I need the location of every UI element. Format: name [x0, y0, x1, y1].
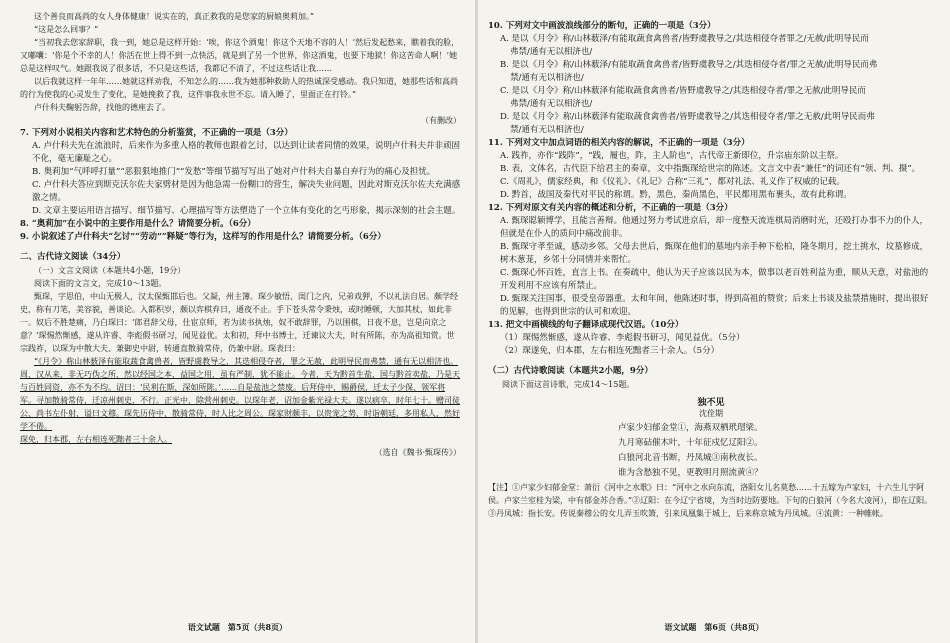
classical-para-3: 琛免，归本郡，左右相连死黜者三十余人。 — [20, 435, 172, 444]
poem-title: 独不见 — [697, 398, 725, 408]
question-7: 7. 下列对小说相关内容和艺术特色的分析鉴赏，不正确的一项是（3分） — [20, 128, 293, 138]
story-para-1: 这个善良而高尚的女人身体健康！说实在的，真正救我的是您家的厨娘奥莉加。” — [34, 12, 315, 21]
story-para-3: “当初我去您家辞职，我一到，她总是这样开始：‘唉，你这个酒鬼！你这个天地不容的人！’然后发起愁来，瞧着我的脸，又嘟囔：‘你是个不幸的人！你活在世上得不到一点快活，就是到了另一个世界，你这酒鬼，也要下地狱！你这苦命人啊！’她总是这样叹气。她跟我说了很多话，不只是这些话，我都记不清了，不过这些话让我…… — [20, 38, 460, 73]
question-10: 10. 下列对文中画波浪线部分的断句，正确的一项是（3分） — [488, 21, 716, 31]
story-para-4: 以后我就这样一年年……她就这样劝我，不知怎么的……我为她那种救助人的热诚深受感动。我只知道，她那些话和高尚的行为使我的心灵发生了变化，是她挽救了我，这件事我永世不忘。请入睡了，里面正在打铃。” — [20, 77, 458, 99]
q10-option-b: B. 是以《月令》称/山林薮泽/有能取蔬食禽兽者/皆野虞教导之/其迭相侵夺者/罪之无赦/此明导民而弗 — [500, 60, 878, 70]
section-heading: 二、古代诗文阅读（34分） — [20, 252, 126, 262]
poem-line-4: 谁为含愁独不见，更教明月照流黄④？ — [618, 468, 763, 478]
q7-option-a: A. 卢什科夫先在流浪时，后来作为多重人格的教师也跟着乞讨，以达到让读者同情的效果，说明卢什科夫并非顽固不化，毫无廉耻之心。 — [32, 141, 461, 164]
q13-item-2: （2）琛遂免，归本郡，左右相连死黜者三十余人。（5分） — [500, 346, 720, 356]
page-footer-right: 语文试题 第6页（共8页） — [664, 622, 764, 632]
page-footer: 语文试题 第5页（共8页） — [187, 622, 288, 632]
q11-option-d: D. 黔首，战国及秦代对平民的称谓。黔，黑色，秦尚黑色，平民都用黑布裹头，故有此称谓。 — [500, 190, 852, 200]
q10-option-d-cont: 禁/通有无以相济也/ — [510, 125, 584, 135]
q10-option-c-cont: 弗禁/通有无以相济也/ — [510, 99, 593, 109]
q10-option-b-cont: 禁/通有无以相济也/ — [510, 73, 584, 83]
q10-option-d: D. 是以《月令》称/山林薮泽有能取蔬食禽兽者/皆野虞教导之/其迭相侵夺者/罪之无赦/此明导民而弗 — [500, 112, 875, 122]
poem-notes: 【注】①卢家少妇郁金堂：萧衍《河中之水歌》曰：“河中之水向东流，洛阳女儿名莫愁……十五嫁为卢家妇，十六生儿字阿侯。卢家兰室桂为梁，中有郁金苏合香。”②辽阳：在今辽宁省境，为当时边防要地。下句的白狼河（今名大凌河），即在辽阳。③丹凤城：指长安。传说秦穆公的女儿弄玉吹箫，引来凤凰集于城上，后来称京城为丹凤城。④流黄：一种帷帐。 — [488, 483, 933, 518]
q7-option-c: C. 卢什科夫答应到斯克沃尔佐夫家劈材是因为他急需一份糊口的营生，解决失业问题，因此对斯克沃尔佐夫充满感激之情。 — [32, 180, 461, 203]
q10-option-c: C. 是以《月令》称/山林薮泽有能取蔬食禽兽者/皆野虞教导之/其迭相侵夺者/罪之无赦/此明导民而 — [500, 86, 866, 96]
q10-option-a: A. 是以《月令》称/山林薮泽/有能取蔬食禽兽者/皆野虞教导之/其迭相侵夺者罪之/无赦/此明导民而 — [500, 34, 869, 44]
poem-line-1: 卢家少妇郁金堂①，海燕双栖玳瑁梁。 — [618, 423, 763, 433]
passage-source: （选自《魏书·甄琛传》） — [374, 448, 461, 457]
story-para-2: “这是怎么回事？” — [34, 25, 99, 34]
question-11: 11. 下列对文中加点词语的相关内容的解说，不正确的一项是（3分） — [488, 138, 750, 148]
q12-option-b: B. 甄琛守孝至诚，感动乡邻。父母去世后，甄琛在他们的墓地内亲手种下松柏，隆冬期月，挖土挑水，坟墓修成，树木葱茏，乡邻十分同情并来帮忙。 — [500, 242, 929, 265]
right-page — [478, 0, 950, 643]
q7-option-d: D. 文章主要运用语言描写、细节描写、心理描写等方法塑造了一个立体有变化的乞丐形象，揭示深刻的社会主题。 — [32, 206, 461, 216]
q12-option-d: D. 甄琛关注国事，很受皇帝器重。太和年间，他陈述时事，得到高祖的赞赏；后来上书谈及盐禁措施时，提出很好的见解，也得到世宗的认可和欢迎。 — [500, 294, 929, 317]
question-13: 13. 把文中画横线的句子翻译成现代汉语。（10分） — [488, 320, 684, 330]
story-para-5: 卢什科夫鞠躬告辞，找他的德座去了。 — [34, 103, 170, 112]
poetry-instruction: 阅读下面这首诗歌，完成14～15题。 — [502, 380, 635, 389]
q11-option-a: A. 践祚，亦作“践阼”，“践，履也，阼，主人阶也”，古代帝王新即位，升宗庙东阶以主祭。 — [500, 151, 844, 161]
question-8: 8. “奥莉加”在小说中的主要作用是什么？请简要分析。（6分） — [20, 219, 256, 229]
reading-instruction: 阅读下面的文言文，完成10～13题。 — [34, 279, 167, 288]
poem-author: 沈佺期 — [699, 409, 723, 418]
classical-para-2: “《月令》称山林薮泽有能取蔬食禽兽者，皆野虞教导之，其迭相侵夺者，罪之无赦，此明导民而弗禁，通有无以相济也。周、汉从来，非无巧伪之所，然以经国之本，益国之用，虽有严制，犹不能止。今者，天为黔首生盐，国与黔首卖盐，乃是天与百姓同资，亦不为不均。诏曰：‘民利在斯，深如所陈。’……自是盐池之禁废。后拜侍中，赐爵侯，迁太子少保、领军将军。寻加散骑常侍，迁凉州刺史，不行。正光中，除营州刺史。以琛年老，诏加金紫光禄大夫。遂以病卒，时年七十。赠司徒公、尚书左仆射，谥曰文穆。琛先历侍中、散骑常侍，时人比之周公。琛家财颇丰，以贵宠之势，时诣朝廷，多用私人，然好学不倦。 — [20, 357, 460, 431]
poem-line-2: 九月寒砧催木叶，十年征戍忆辽阳②。 — [618, 438, 763, 448]
poem-line-3: 白狼河北音书断，丹凤城③南秋夜长。 — [618, 453, 763, 463]
q11-option-c: C.《周礼》，儒家经典，和《仪礼》、《礼记》合称“三礼”，都对礼法、礼义作了权威的记载。 — [500, 177, 845, 187]
q7-option-b: B. 奥莉加“气呼呼打量”“恶狠狠地推门”“发愁”等细节描写写出了她对卢什科夫自暴自弃行为的痛心及担忧。 — [32, 167, 436, 177]
question-12: 12. 下列对原文有关内容的概述和分析，不正确的一项是（3分） — [488, 203, 733, 213]
story-source-note: （有删改） — [421, 116, 461, 125]
q13-item-1: （1）琛惕然惭感，遂从许睿、李彪假书研习，闻见益优。（5分） — [500, 333, 745, 343]
question-9: 9. 小说叙述了卢什科夫“乞讨”“劳动”“释疑”等行为，这样写的作用是什么？请简要分析。（6分） — [20, 232, 386, 242]
subsection-heading-poetry: （二）古代诗歌阅读（本题共2小题，9分） — [488, 366, 653, 376]
q10-option-a-cont: 弗禁/通有无以相济也/ — [510, 47, 593, 57]
q12-option-a: A. 甄琛聪颖博学，且能言善辩。他通过努力考试进京后，却一度整天流连棋局消磨时光，还殴打办事不力的仆人，但就是在仆人的质问中痛改前非。 — [500, 216, 929, 239]
subsection-heading: （一）文言文阅读（本题共4小题，19分） — [34, 266, 186, 275]
classical-para-1: 甄琛，字思伯，中山无极人，汉太保甄邯后也。父凝，州主簿。琛少敏悟，闺门之内，兄弟戏狎，不以礼法自居。颇学经史，称有刀笔，美容貌，善谈论。入都积岁，颇以弈棋弃日，通夜不止。手下苍头常令秉烛，或时睡顿，大加其杖，如此非一。奴后不胜楚痛，乃白琛曰：‘郎君辞父母，仕宦京师，若为读书执烛，奴不敢辞罪，乃以围棋，日夜不息，岂是向京之意？’琛惕然惭感，遂从许睿、李彪假书研习，闻见益优。太和初，拜中书博士，迁谏议大夫，时有所陈，亦为高祖知赏。世宗践祚，以琛为中散大夫、兼御史中尉，转通直散骑常侍，仍兼中尉。琛表曰： — [20, 292, 458, 353]
q11-option-b: B. 表，文体名，古代臣下给君主的奏章，文中指甄琛给世宗的陈述。文言文中表“兼任”的词还有“领、判、摄”。 — [500, 164, 921, 174]
q12-option-c: C. 甄琛心怀百姓，直言上书。在奏疏中，他认为天子应该以民为本，做事以老百姓利益为重，顺从天意，对盐池的开发利用不应该有所禁止。 — [500, 268, 929, 291]
